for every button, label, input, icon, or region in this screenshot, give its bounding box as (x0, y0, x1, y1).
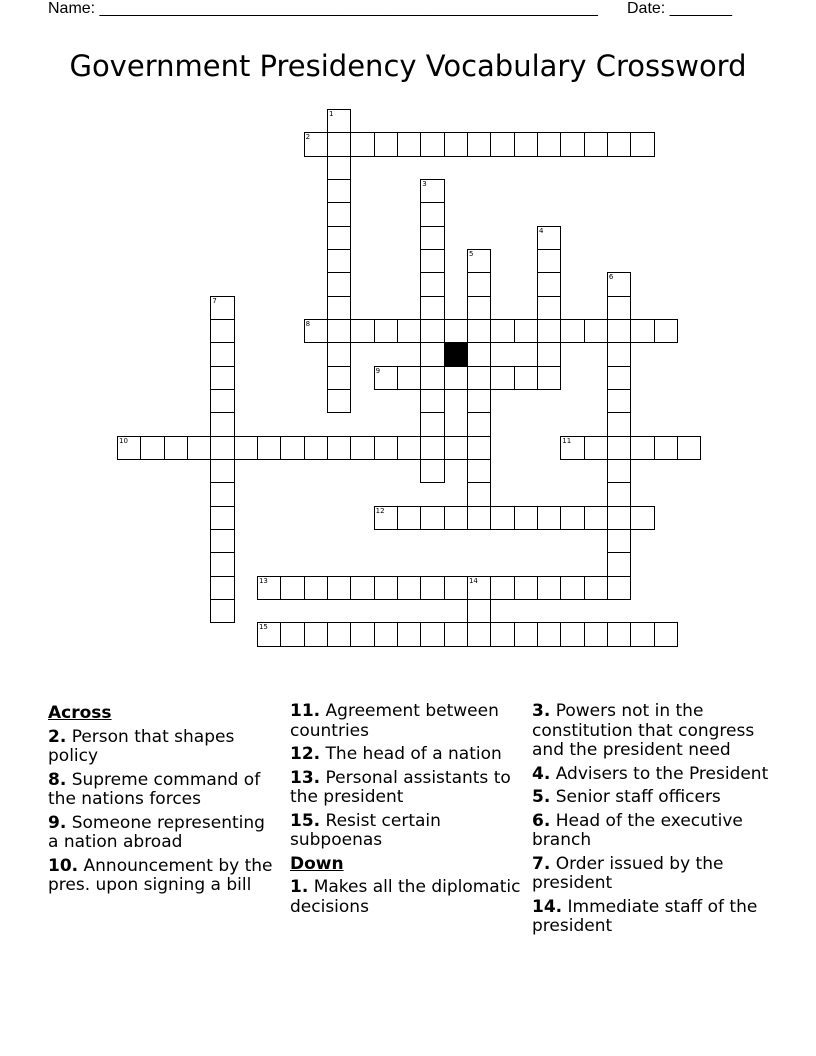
cell-number: 11 (562, 436, 572, 445)
grid-cell[interactable] (420, 366, 445, 391)
grid-cell[interactable] (607, 389, 632, 414)
grid-cell[interactable] (467, 412, 492, 437)
grid-cell[interactable] (514, 622, 539, 647)
grid-cell[interactable] (374, 436, 399, 461)
grid-cell[interactable] (607, 576, 632, 601)
grid-cell[interactable] (607, 552, 632, 577)
grid-cell[interactable] (444, 366, 469, 391)
grid-cell[interactable] (350, 622, 375, 647)
grid-cell[interactable] (210, 366, 235, 391)
grid-cell[interactable] (257, 576, 282, 601)
cell-number: 1 (328, 110, 334, 118)
grid-cell[interactable] (630, 132, 655, 157)
grid-cell[interactable] (467, 482, 492, 507)
grid-cell[interactable] (467, 389, 492, 414)
clue-across-12: 12. The head of a nation (290, 744, 502, 764)
grid-cell[interactable] (210, 506, 235, 531)
grid-cell[interactable] (467, 459, 492, 484)
grid-cell[interactable] (537, 296, 562, 321)
grid-cell[interactable] (444, 506, 469, 531)
grid-cell[interactable] (374, 319, 399, 344)
grid-cell[interactable] (537, 366, 562, 391)
grid-cell[interactable] (467, 319, 492, 344)
grid-cell[interactable] (607, 342, 632, 367)
grid-cell[interactable] (607, 482, 632, 507)
grid-cell[interactable] (607, 296, 632, 321)
grid-cell[interactable] (607, 132, 632, 157)
grid-cell[interactable] (607, 622, 632, 647)
cell-number: 3 (422, 179, 427, 188)
grid-cell[interactable] (210, 599, 235, 624)
grid-cell[interactable] (490, 622, 515, 647)
grid-cell[interactable] (514, 506, 539, 531)
grid-cell[interactable] (350, 132, 375, 157)
grid-cell[interactable] (490, 366, 515, 391)
grid-cell[interactable] (467, 342, 492, 367)
grid-cell[interactable] (467, 249, 492, 274)
clue-across-9: 9. Someone representing a nation abroad (48, 812, 265, 852)
grid-cell[interactable] (257, 436, 282, 461)
grid-cell[interactable] (514, 366, 539, 391)
grid-cell[interactable] (654, 319, 679, 344)
grid-cell[interactable] (327, 296, 352, 321)
grid-cell-black (444, 342, 469, 367)
grid-cell[interactable] (327, 389, 352, 414)
grid-cell[interactable] (280, 576, 305, 601)
grid-cell[interactable] (607, 366, 632, 391)
cell-number: 8 (305, 319, 311, 328)
grid-cell[interactable] (397, 319, 422, 344)
grid-cell[interactable] (164, 436, 189, 461)
grid-cell[interactable] (397, 622, 422, 647)
clue-down-5: 5. Senior staff officers (532, 787, 721, 807)
grid-cell[interactable] (420, 319, 445, 344)
grid-cell[interactable] (280, 436, 305, 461)
grid-cell[interactable] (654, 436, 679, 461)
clue-across-15: 15. Resist certain subpoenas (290, 810, 441, 850)
grid-cell[interactable] (467, 576, 492, 601)
grid-cell[interactable] (514, 576, 539, 601)
grid-cell[interactable] (117, 436, 142, 461)
grid-cell[interactable] (397, 366, 422, 391)
grid-cell[interactable] (234, 436, 259, 461)
grid-cell[interactable] (537, 132, 562, 157)
grid-cell[interactable] (397, 576, 422, 601)
grid-cell[interactable] (490, 506, 515, 531)
grid-cell[interactable] (630, 436, 655, 461)
grid-cell[interactable] (537, 506, 562, 531)
clue-down-6: 6. Head of the executive branch (532, 810, 743, 850)
grid-cell[interactable] (467, 436, 492, 461)
cell-number: 5 (468, 249, 474, 258)
grid-cell[interactable] (187, 436, 212, 461)
grid-cell[interactable] (467, 366, 492, 391)
grid-cell[interactable] (444, 436, 469, 461)
grid-cell[interactable] (607, 506, 632, 531)
clue-across-8: 8. Supreme command of the nations forces (48, 769, 261, 809)
grid-cell[interactable] (444, 132, 469, 157)
grid-cell[interactable] (327, 366, 352, 391)
grid-cell[interactable] (420, 459, 445, 484)
grid-cell[interactable] (654, 622, 679, 647)
grid-cell[interactable] (490, 576, 515, 601)
name-field-label[interactable]: Name: ________________________________________________________ (48, 0, 598, 17)
grid-cell[interactable] (444, 622, 469, 647)
grid-cell[interactable] (210, 342, 235, 367)
grid-cell[interactable] (584, 622, 609, 647)
grid-cell[interactable] (537, 249, 562, 274)
grid-cell[interactable] (537, 342, 562, 367)
grid-cell[interactable] (374, 506, 399, 531)
grid-cell[interactable] (420, 342, 445, 367)
grid-cell[interactable] (350, 576, 375, 601)
grid-cell[interactable] (560, 506, 585, 531)
grid-cell[interactable] (350, 319, 375, 344)
grid-cell[interactable] (584, 132, 609, 157)
cell-number: 14 (468, 576, 478, 585)
grid-cell[interactable] (420, 436, 445, 461)
clue-down-7: 7. Order issued by the president (532, 853, 724, 893)
clue-across-11: 11. Agreement between countries (290, 701, 499, 741)
grid-cell[interactable] (607, 529, 632, 554)
grid-cell[interactable] (327, 202, 352, 227)
cell-number: 2 (305, 133, 311, 142)
clue-across-13: 13. Personal assistants to the president (290, 767, 511, 807)
grid-cell[interactable] (537, 576, 562, 601)
grid-cell[interactable] (537, 226, 562, 251)
grid-cell[interactable] (420, 506, 445, 531)
grid-cell[interactable] (327, 109, 352, 134)
grid-cell[interactable] (420, 412, 445, 437)
grid-cell[interactable] (327, 319, 352, 344)
grid-cell[interactable] (537, 319, 562, 344)
grid-cell[interactable] (560, 132, 585, 157)
date-field-label[interactable]: Date: _______ (627, 0, 732, 17)
grid-cell[interactable] (467, 296, 492, 321)
grid-cell[interactable] (374, 132, 399, 157)
grid-cell[interactable] (304, 436, 329, 461)
across-heading: Across (48, 703, 112, 723)
cell-number: 12 (375, 506, 385, 515)
clues-column-2 (290, 702, 522, 921)
grid-cell[interactable] (210, 436, 235, 461)
down-heading: Down (290, 853, 344, 874)
grid-cell[interactable] (420, 132, 445, 157)
grid-cell[interactable] (327, 132, 352, 157)
grid-cell[interactable] (467, 599, 492, 624)
cell-number: 6 (608, 273, 614, 282)
grid-cell[interactable] (327, 226, 352, 251)
grid-cell[interactable] (420, 226, 445, 251)
grid-cell[interactable] (210, 389, 235, 414)
grid-cell[interactable] (584, 319, 609, 344)
grid-cell[interactable] (607, 436, 632, 461)
cell-number: 10 (119, 436, 128, 445)
grid-cell[interactable] (584, 436, 609, 461)
grid-cell[interactable] (210, 529, 235, 554)
clues-column-3 (532, 702, 782, 941)
grid-cell[interactable] (304, 132, 329, 157)
cell-number: 4 (538, 226, 544, 235)
grid-cell[interactable] (444, 319, 469, 344)
grid-cell[interactable] (304, 576, 329, 601)
grid-cell[interactable] (514, 132, 539, 157)
grid-cell[interactable] (327, 342, 352, 367)
grid-cell[interactable] (327, 436, 352, 461)
grid-cell[interactable] (607, 459, 632, 484)
grid-cell[interactable] (467, 272, 492, 297)
grid-cell[interactable] (327, 249, 352, 274)
grid-cell[interactable] (560, 622, 585, 647)
clue-down-3: 3. Powers not in the constitution that congress and the president need (532, 701, 755, 760)
grid-cell[interactable] (374, 576, 399, 601)
grid-cell[interactable] (467, 622, 492, 647)
grid-cell[interactable] (630, 622, 655, 647)
grid-cell[interactable] (140, 436, 165, 461)
grid-cell[interactable] (467, 506, 492, 531)
grid-cell[interactable] (420, 576, 445, 601)
grid-cell[interactable] (397, 132, 422, 157)
clue-down-4: 4. Advisers to the President (532, 763, 769, 784)
grid-cell[interactable] (537, 622, 562, 647)
grid-cell[interactable] (560, 576, 585, 601)
grid-cell[interactable] (420, 202, 445, 227)
clues-column-1 (48, 702, 280, 900)
grid-cell[interactable] (327, 272, 352, 297)
grid-cell[interactable] (560, 319, 585, 344)
grid-cell[interactable] (374, 366, 399, 391)
grid-cell[interactable] (514, 319, 539, 344)
grid-cell[interactable] (490, 132, 515, 157)
clue-down-1: 1. Makes all the diplomatic decisions (290, 877, 521, 917)
grid-cell[interactable] (490, 319, 515, 344)
grid-cell[interactable] (420, 179, 445, 204)
grid-cell[interactable] (257, 622, 282, 647)
grid-cell[interactable] (210, 319, 235, 344)
grid-cell[interactable] (420, 272, 445, 297)
grid-cell[interactable] (210, 459, 235, 484)
grid-cell[interactable] (584, 506, 609, 531)
grid-cell[interactable] (397, 436, 422, 461)
grid-cell[interactable] (397, 506, 422, 531)
clue-down-14: 14. Immediate staff of the president (532, 896, 758, 936)
clue-across-2: 2. Person that shapes policy (48, 726, 235, 766)
clue-across-10: 10. Announcement by the pres. upon signing a bill (48, 855, 273, 895)
grid-cell[interactable] (420, 249, 445, 274)
grid-cell[interactable] (537, 272, 562, 297)
cell-number: 15 (258, 623, 268, 632)
grid-cell[interactable] (420, 622, 445, 647)
grid-cell[interactable] (327, 156, 352, 181)
cell-number: 13 (258, 576, 268, 585)
grid-cell[interactable] (584, 576, 609, 601)
grid-cell[interactable] (350, 436, 375, 461)
page-title: Government Presidency Vocabulary Crossword (69, 49, 747, 83)
grid-cell[interactable] (420, 389, 445, 414)
grid-cell[interactable] (210, 482, 235, 507)
grid-cell[interactable] (444, 576, 469, 601)
grid-cell[interactable] (467, 132, 492, 157)
grid-cell[interactable] (607, 412, 632, 437)
grid-cell[interactable] (607, 272, 632, 297)
grid-cell[interactable] (630, 319, 655, 344)
grid-cell[interactable] (210, 296, 235, 321)
grid-cell[interactable] (327, 622, 352, 647)
grid-cell[interactable] (210, 552, 235, 577)
grid-cell[interactable] (607, 319, 632, 344)
cell-number: 9 (375, 366, 381, 375)
grid-cell[interactable] (560, 436, 585, 461)
cell-number: 7 (212, 296, 217, 305)
grid-cell[interactable] (374, 622, 399, 647)
grid-cell[interactable] (327, 576, 352, 601)
grid-cell[interactable] (630, 506, 655, 531)
grid-cell[interactable] (420, 296, 445, 321)
grid-cell[interactable] (304, 319, 329, 344)
grid-cell[interactable] (327, 179, 352, 204)
grid-cell[interactable] (677, 436, 702, 461)
grid-cell[interactable] (210, 412, 235, 437)
grid-cell[interactable] (280, 622, 305, 647)
grid-cell[interactable] (210, 576, 235, 601)
grid-cell[interactable] (304, 622, 329, 647)
